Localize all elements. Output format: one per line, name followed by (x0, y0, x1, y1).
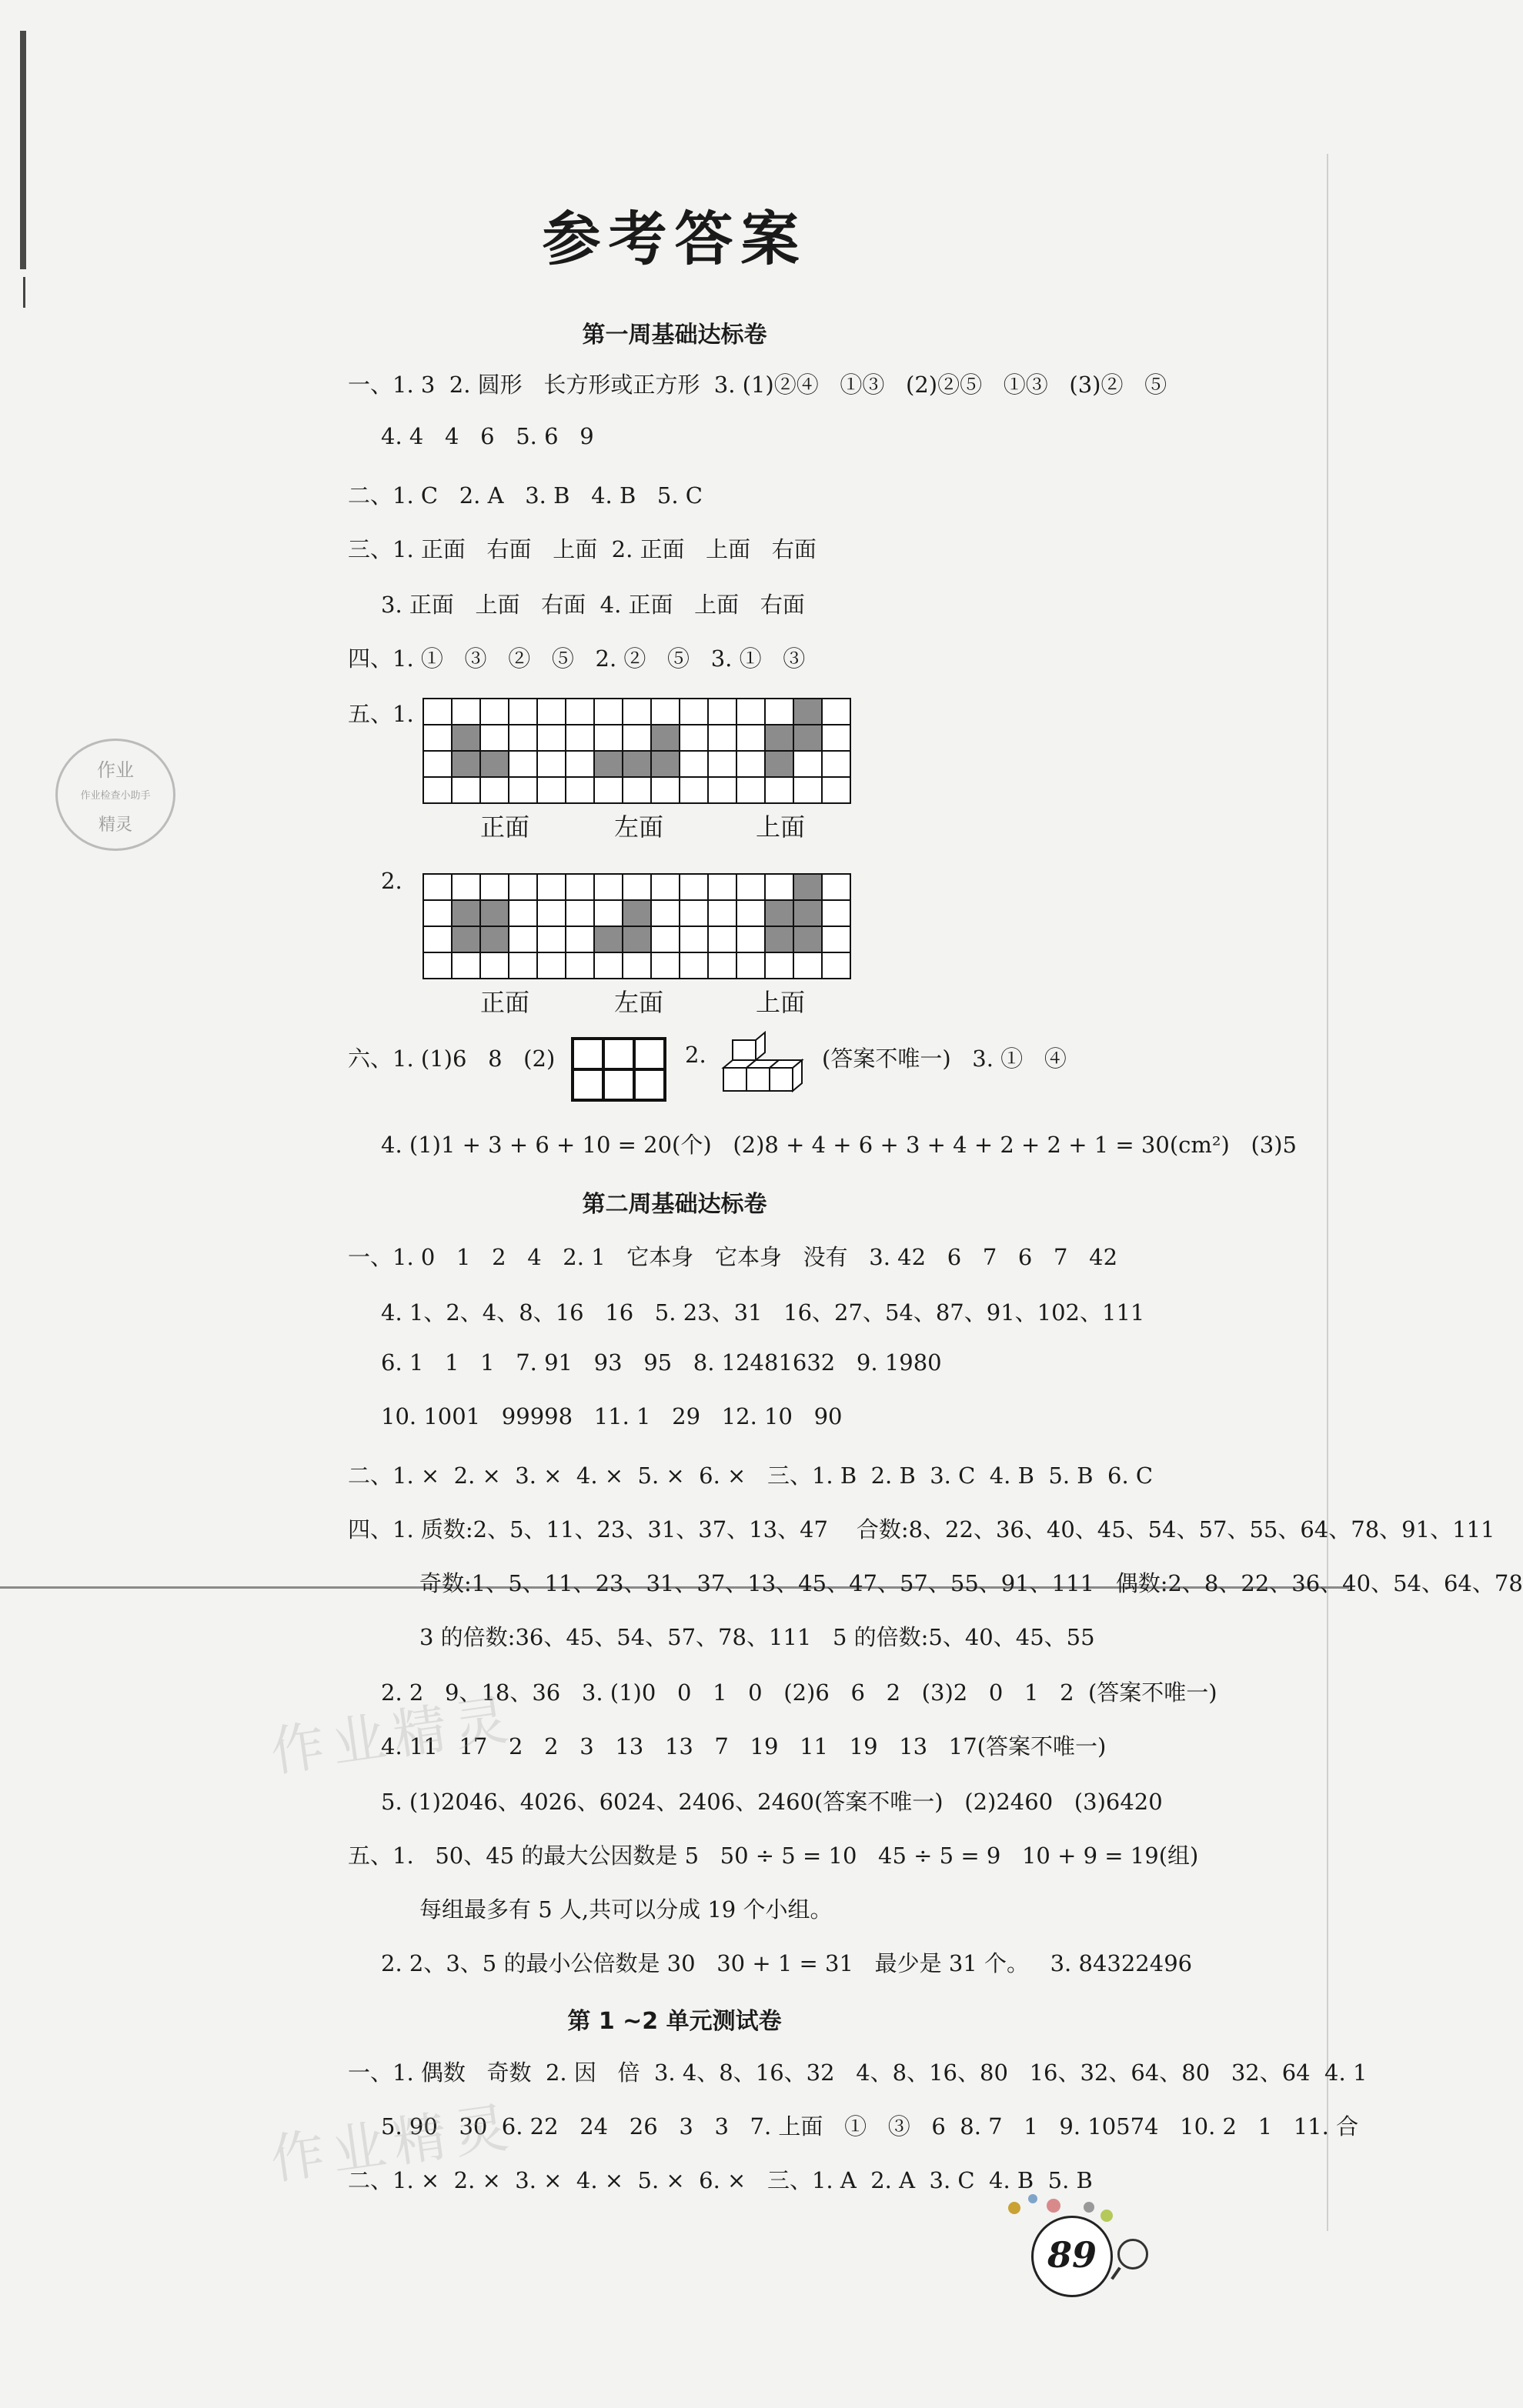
grid-cell (623, 725, 651, 751)
grid-cell (793, 777, 822, 803)
grid-cell (736, 725, 765, 751)
grid-cell (509, 952, 537, 979)
answer-line: 六、1. (1)6 8 (2) (348, 1046, 556, 1072)
section-heading-week2: 第二周基础达标卷 (582, 1191, 767, 1218)
grid-cell-shaded (594, 926, 623, 952)
watermark: 作业精灵 (266, 2095, 519, 2192)
grid-cell-shaded (452, 900, 480, 926)
page-title: 参考答案 (542, 205, 807, 273)
decor-dot (1047, 2199, 1060, 2213)
answer-line: 3. 正面 上面 右面 4. 正面 上面 右面 (381, 592, 805, 618)
grid-cell (594, 900, 623, 926)
grid-cell (736, 874, 765, 900)
grid-cell (651, 874, 680, 900)
grid-cell (566, 952, 594, 979)
grid-cell (736, 751, 765, 777)
answer-line: 四、1. ① ③ ② ⑤ 2. ② ⑤ 3. ① ③ (348, 645, 806, 672)
grid-cell (822, 699, 850, 725)
grid-cell (680, 699, 708, 725)
grid-cell-shaded (623, 751, 651, 777)
grid-cell-shaded (480, 926, 509, 952)
grid-cell (708, 874, 736, 900)
grid-cell (423, 952, 452, 979)
view-grid-row-1 (422, 697, 852, 808)
grid-cell (566, 725, 594, 751)
answer-line: 4. (1)1 + 3 + 6 + 10 = 20(个) (2)8 + 4 + 6 + 3 + 4 + 2 + 2 + 1 = 30(cm²) (3)5 (381, 1132, 1297, 1158)
grid-cell (793, 952, 822, 979)
section-heading-unit-test: 第 1 ~2 单元测试卷 (567, 2008, 782, 2035)
grid-cell (822, 751, 850, 777)
grid-cell-shaded (594, 751, 623, 777)
answer-line: 四、1. 质数:2、5、11、23、31、37、13、47 合数:8、22、36、40、45、54、57、55、64、78、91、111 (348, 1516, 1495, 1543)
grid-cell (765, 874, 793, 900)
answer-line: 2. 2 9、18、36 3. (1)0 0 1 0 (2)6 6 2 (3)2 0 1 2 (答案不唯一) (381, 1679, 1217, 1706)
grid-cell (708, 952, 736, 979)
page-number: 89 (1031, 2216, 1113, 2297)
grid-cell-shaded (623, 900, 651, 926)
answer-line: 5. (1)2046、4026、6024、2406、2460(答案不唯一) (2)2460 (3)6420 (381, 1789, 1163, 1815)
grid-cell (480, 874, 509, 900)
grid-cell (651, 926, 680, 952)
answer-line: 3 的倍数:36、45、54、57、78、111 5 的倍数:5、40、45、55 (419, 1624, 1095, 1650)
grid-cell (480, 699, 509, 725)
grid-cell (537, 777, 566, 803)
grid-cell (537, 725, 566, 751)
grid-cell (423, 926, 452, 952)
grid-cell (708, 725, 736, 751)
cube-stack-figure (716, 1037, 808, 1096)
grid-cell (651, 952, 680, 979)
answer-line: 二、1. × 2. × 3. × 4. × 5. × 6. × 三、1. B 2. B 3. C 4. B 5. B 6. C (348, 1462, 1154, 1489)
grid-cell (822, 725, 850, 751)
grid-cell (623, 874, 651, 900)
grid-cell (594, 777, 623, 803)
grid-cell-shaded (651, 725, 680, 751)
grid-cell (423, 699, 452, 725)
view-grid (422, 697, 852, 805)
answer-line: 2. 2、3、5 的最小公倍数是 30 30 + 1 = 31 最少是 31 个。 3. 84322496 (381, 1950, 1193, 1976)
grid-cell (822, 952, 850, 979)
grid-cell (566, 926, 594, 952)
answer-line: 三、1. 正面 右面 上面 2. 正面 上面 右面 (348, 536, 817, 562)
answer-line: 二、1. × 2. × 3. × 4. × 5. × 6. × 三、1. A 2. A 3. C 4. B 5. B (348, 2167, 1093, 2193)
watermark: 作业精灵 (266, 1687, 519, 1784)
grid-cell (736, 926, 765, 952)
grid-cell (566, 751, 594, 777)
grid-cell (594, 874, 623, 900)
view-grid-row-2 (422, 872, 852, 983)
grid-cell (566, 699, 594, 725)
grid-cell (680, 900, 708, 926)
answer-line: 五、1. 50、45 的最大公因数是 5 50 ÷ 5 = 10 45 ÷ 5 = 9 10 + 9 = 19(组) (348, 1843, 1199, 1869)
answer-line: 5. 90 30 6. 22 24 26 3 3 7. 上面 ① ③ 6 8. 7 1 9. 10574 10. 2 1 11. 合 (381, 2113, 1359, 2140)
grid-cell (452, 699, 480, 725)
caption-left: 左面 (614, 988, 664, 1017)
grid-cell (680, 777, 708, 803)
grid-cell (509, 874, 537, 900)
grid-cell-shaded (452, 926, 480, 952)
grid-cell (480, 725, 509, 751)
grid-cell (480, 777, 509, 803)
grid-cell (793, 751, 822, 777)
grid-cell (537, 952, 566, 979)
grid-cell (452, 777, 480, 803)
grid-cell (765, 777, 793, 803)
grid-cell (736, 777, 765, 803)
grid-cell-shaded (793, 725, 822, 751)
answer-line: 一、1. 偶数 奇数 2. 因 倍 3. 4、8、16、32 4、8、16、80 16、32、64、80 32、64 4. 1 (348, 2059, 1368, 2086)
stamp-top-text: 作业 (97, 759, 134, 781)
grid-cell-shaded (452, 751, 480, 777)
grid-cell (594, 952, 623, 979)
magnifier-handle (1111, 2266, 1121, 2280)
grid-cell (736, 952, 765, 979)
grid-cell (736, 699, 765, 725)
decor-dot (1101, 2210, 1113, 2222)
answer-line: 一、1. 0 1 2 4 2. 1 它本身 它本身 没有 3. 42 6 7 6 7 42 (348, 1244, 1118, 1270)
grid-cell (765, 699, 793, 725)
grid-cell (736, 900, 765, 926)
grid-cell (452, 874, 480, 900)
grid-cell (822, 777, 850, 803)
magnifier-icon (1117, 2239, 1148, 2270)
grid-cell (680, 926, 708, 952)
grid-cell (537, 926, 566, 952)
grid-cell-shaded (651, 751, 680, 777)
answer-line: (答案不唯一) 3. ① ④ (822, 1046, 1067, 1072)
caption-front: 正面 (480, 988, 530, 1017)
grid-cell (509, 900, 537, 926)
grid-cell (509, 725, 537, 751)
grid-cell (708, 751, 736, 777)
grid-cell-shaded (480, 751, 509, 777)
grid-cell (651, 777, 680, 803)
grid-cell (452, 952, 480, 979)
grid-cell (509, 777, 537, 803)
grid-cell (708, 699, 736, 725)
answer-line: 五、1. (348, 701, 414, 727)
answer-line: 10. 1001 99998 11. 1 29 12. 10 90 (381, 1403, 843, 1429)
grid-cell (708, 926, 736, 952)
grid-2x3-figure (571, 1037, 666, 1102)
answer-line: 4. 4 4 6 5. 6 9 (381, 423, 594, 449)
answer-line: 2. (381, 868, 402, 894)
grid-cell (680, 751, 708, 777)
stamp-mid-text: 作业检查小助手 (80, 790, 151, 802)
caption-top: 上面 (756, 812, 806, 842)
grid-cell (423, 874, 452, 900)
grid-cell (623, 777, 651, 803)
grid-cell (509, 699, 537, 725)
grid-cell (537, 751, 566, 777)
grid-cell (708, 900, 736, 926)
grid-cell (680, 952, 708, 979)
grid-cell-shaded (480, 900, 509, 926)
grid-cell (708, 777, 736, 803)
grid-cell (765, 952, 793, 979)
answer-line: 4. 1、2、4、8、16 16 5. 23、31 16、27、54、87、91、102、111 (381, 1299, 1145, 1326)
answer-line: 6. 1 1 1 7. 91 93 95 8. 12481632 9. 1980 (381, 1349, 942, 1376)
grid-cell (623, 699, 651, 725)
grid-cell-shaded (452, 725, 480, 751)
answer-line: 一、1. 3 2. 圆形 长方形或正方形 3. (1)②④ ①③ (2)②⑤ ①③ (3)② ⑤ (348, 372, 1167, 398)
answer-line: 二、1. C 2. A 3. B 4. B 5. C (348, 482, 703, 509)
section-heading-week1: 第一周基础达标卷 (582, 322, 767, 349)
grid-cell-shaded (765, 900, 793, 926)
grid-cell (594, 699, 623, 725)
stamp-logo (55, 739, 175, 851)
grid-cell-shaded (765, 725, 793, 751)
grid-cell-shaded (623, 926, 651, 952)
grid-cell (537, 699, 566, 725)
grid-cell-shaded (793, 926, 822, 952)
grid-cell (537, 900, 566, 926)
grid-cell (423, 751, 452, 777)
grid-cell (594, 725, 623, 751)
caption-top: 上面 (756, 988, 806, 1017)
grid-cell (509, 751, 537, 777)
answer-line: 奇数:1、5、11、23、31、37、13、45、47、57、55、91、111 偶数:2、8、22、36、40、54、64、78 (419, 1570, 1523, 1596)
decor-dot (1028, 2194, 1037, 2203)
grid-cell-shaded (765, 751, 793, 777)
grid-cell (566, 874, 594, 900)
grid-cell (480, 952, 509, 979)
view-grid (422, 872, 852, 980)
grid-cell (509, 926, 537, 952)
grid-cell (680, 874, 708, 900)
grid-cell-shaded (793, 900, 822, 926)
grid-cell (651, 699, 680, 725)
grid-cell (822, 874, 850, 900)
grid-cell (537, 874, 566, 900)
grid-cell-shaded (765, 926, 793, 952)
grid-cell (566, 777, 594, 803)
grid-cell (680, 725, 708, 751)
stamp-bottom-text: 精灵 (98, 815, 132, 835)
decor-dot (1084, 2202, 1094, 2213)
caption-front: 正面 (480, 812, 530, 842)
answer-line: 2. (685, 1042, 706, 1068)
grid-cell-shaded (793, 874, 822, 900)
grid-cell (822, 900, 850, 926)
grid-cell (423, 725, 452, 751)
answer-line: 每组最多有 5 人,共可以分成 19 个小组。 (419, 1896, 833, 1923)
answer-line: 4. 11 17 2 2 3 13 13 7 19 11 19 13 17(答案不唯一) (381, 1733, 1107, 1759)
caption-left: 左面 (614, 812, 664, 842)
scan-edge-mark (23, 277, 25, 308)
decor-dot (1008, 2202, 1020, 2214)
grid-cell (423, 777, 452, 803)
grid-cell (566, 900, 594, 926)
grid-cell (822, 926, 850, 952)
grid-cell (651, 900, 680, 926)
grid-cell (423, 900, 452, 926)
grid-cell (623, 952, 651, 979)
grid-cell-shaded (793, 699, 822, 725)
